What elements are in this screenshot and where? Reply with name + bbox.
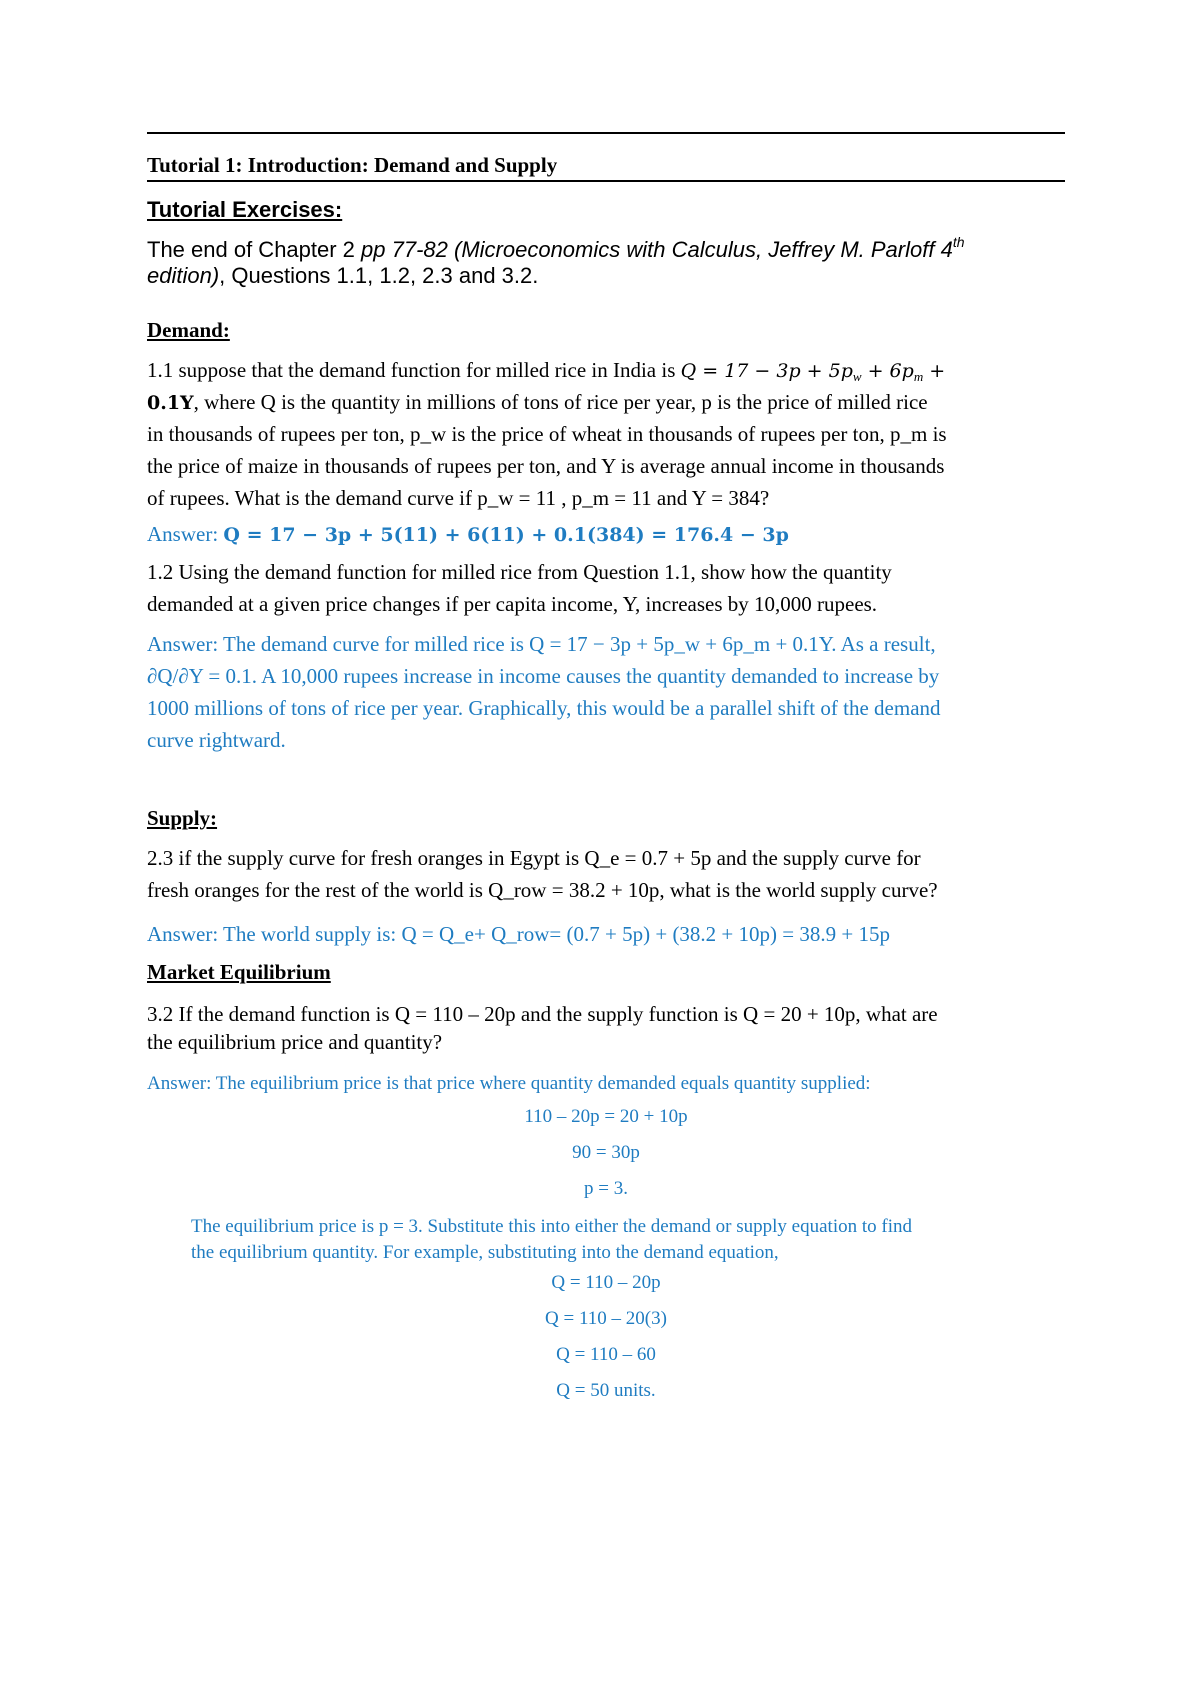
paragraph-line-1: The equilibrium price is p = 3. Substitute this into either the demand or supply equation to find: [191, 1216, 912, 1237]
a12-line-2: ∂Q/∂Y = 0.1. A 10,000 rupees increase in income causes the quantity demanded to increase by: [147, 664, 940, 688]
exercises-book-ref: pp 77-82 (Microeconomics with Calculus, Jeffrey M. Parloff 4: [361, 237, 953, 262]
q32-line-1: 3.2 If the demand function is Q = 110 – 20p and the supply function is Q = 20 + 10p, what are: [147, 1002, 938, 1026]
exercises-text: The end of Chapter 2: [147, 237, 362, 262]
title-underline-rule: [147, 180, 1065, 182]
q32-line-2: the equilibrium price and quantity?: [147, 1030, 443, 1054]
q11-text-2: , where Q is the quantity in millions of tons of rice per year, p is the price of milled rice: [193, 390, 928, 414]
equation-5: Q = 110 – 20(3): [545, 1308, 667, 1329]
equilibrium-paragraph: [191, 1214, 1065, 1266]
q11-line-2: [147, 386, 1065, 419]
q11-text: 1.1 suppose that the demand function for milled rice in India is: [147, 358, 681, 382]
q11-line-4: the price of maize in thousands of rupees per ton, and Y is average annual income in thousands: [147, 454, 945, 478]
a12-line-4: curve rightward.: [147, 728, 286, 752]
q23-line-1: 2.3 if the supply curve for fresh oranges in Egypt is Q_e = 0.7 + 5p and the supply curve for: [147, 846, 921, 870]
a12-line-1: Answer: The demand curve for milled rice is Q = 17 − 3p + 5p_w + 6p_m + 0.1Y. As a result,: [147, 632, 936, 656]
equation-6: Q = 110 – 60: [556, 1344, 656, 1365]
exercises-questions: , Questions 1.1, 1.2, 2.3 and 3.2.: [219, 263, 539, 288]
exercises-superscript: th: [952, 234, 965, 250]
document-page: [147, 0, 1065, 1696]
supply-heading: Supply:: [147, 806, 218, 830]
equation-2: 90 = 30p: [572, 1142, 640, 1163]
a12-line-3: 1000 millions of tons of rice per year. Graphically, this would be a parallel shift of the demand: [147, 696, 941, 720]
page-title: Tutorial 1: Introduction: Demand and Supply: [147, 153, 558, 177]
q12-line-1: 1.2 Using the demand function for milled rice from Question 1.1, show how the quantity: [147, 560, 892, 584]
demand-heading: Demand:: [147, 318, 230, 342]
q11-line-3: in thousands of rupees per ton, p_w is the price of wheat in thousands of rupees per ton, p_m is: [147, 422, 947, 446]
q11-math-3: +: [923, 360, 946, 382]
equilibrium-heading: Market Equilibrium: [147, 960, 331, 984]
equation-4: Q = 110 – 20p: [551, 1272, 661, 1293]
equation-3: p = 3.: [584, 1178, 628, 1199]
q11-sub-w: w: [852, 369, 862, 384]
equation-1: 110 – 20p = 20 + 10p: [524, 1106, 688, 1127]
a11-answer: [147, 518, 1065, 551]
q23-line-2: fresh oranges for the rest of the world is Q_row = 38.2 + 10p, what is the world supply curve?: [147, 878, 938, 902]
q11-sub-m: m: [913, 369, 924, 384]
q11-math-2: + 6p: [861, 360, 914, 382]
exercises-line-2: [147, 259, 1065, 292]
q11-line-5: of rupees. What is the demand curve if p_w = 11 , p_m = 11 and Y = 384?: [147, 486, 770, 510]
a11-math: Q = 17 − 3p + 5(11) + 6(11) + 0.1(384) = 176.4 − 3p: [223, 524, 789, 546]
top-rule: [147, 132, 1065, 134]
q12-line-2: demanded at a given price changes if per capita income, Y, increases by 10,000 rupees.: [147, 592, 878, 616]
a23-answer: Answer: The world supply is: Q = Q_e+ Q_row= (0.7 + 5p) + (38.2 + 10p) = 38.9 + 15p: [147, 922, 890, 946]
q11-math: Q = 17 − 3p + 5p: [680, 360, 853, 382]
exercises-heading: Tutorial Exercises:: [147, 197, 343, 222]
equation-7: Q = 50 units.: [556, 1380, 656, 1401]
q11-income-term: 0.1Y: [147, 392, 194, 414]
exercises-edition: edition): [147, 263, 220, 288]
paragraph-line-2: the equilibrium quantity. For example, substituting into the demand equation,: [191, 1242, 779, 1263]
a11-label: Answer:: [147, 522, 224, 546]
a32-intro: Answer: The equilibrium price is that price where quantity demanded equals quantity supplied:: [147, 1073, 871, 1094]
